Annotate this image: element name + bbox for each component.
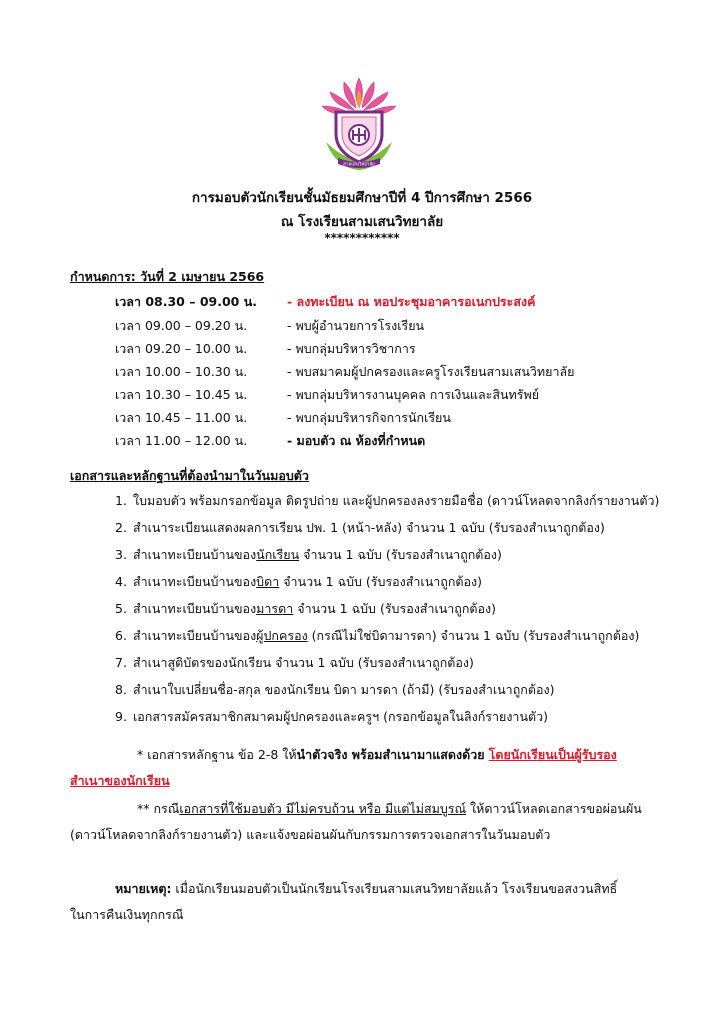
note2-text: ** กรณี bbox=[137, 801, 180, 816]
document-list-item bbox=[115, 572, 482, 592]
schedule-activity: - มอบตัว ณ ห้องที่กำหนด bbox=[287, 433, 426, 448]
schedule-time: เวลา 11.00 – 12.00 น. bbox=[115, 433, 248, 448]
list-item-text: เอกสารสมัครสมาชิกสมาคมผู้ปกครองและครูฯ (กรอกข้อมูลในลิงก์รายงานตัว) bbox=[133, 709, 549, 724]
schedule-time: เวลา 10.30 – 10.45 น. bbox=[115, 387, 248, 402]
list-item-number: 3. bbox=[115, 547, 127, 562]
list-item-text: สำเนาสูติบัตรของนักเรียน จำนวน 1 ฉบับ (รับรองสำเนาถูกต้อง) bbox=[133, 655, 474, 670]
schedule-activity: - พบกลุ่มบริหารงานบุคคล การเงินและสินทรัพย์ bbox=[287, 387, 540, 402]
note2-underlined-text: เอกสารที่ใช้มอบตัว มีไม่ครบถ้วน หรือ มีแต่ไม่สมบูรณ์ bbox=[179, 801, 467, 816]
school-emblem-logo bbox=[316, 72, 402, 172]
schedule-activity: - ลงทะเบียน ณ หอประชุมอาคารอเนกประสงค์ bbox=[287, 294, 536, 309]
note1-red-text: โดยนักเรียนเป็นผู้รับรอง bbox=[488, 747, 617, 762]
schedule-time: เวลา 09.00 – 09.20 น. bbox=[115, 318, 248, 333]
schedule-activity: - พบกลุ่มบริหารวิชาการ bbox=[287, 341, 416, 356]
document-list-item bbox=[115, 707, 548, 727]
title-separator: ************ bbox=[324, 231, 400, 245]
list-item-underlined-text: ผู้ปกครอง bbox=[256, 628, 308, 643]
document-list-item bbox=[115, 653, 474, 673]
note-original-documents bbox=[137, 745, 617, 765]
schedule-activity: - พบผู้อำนวยการโรงเรียน bbox=[287, 318, 425, 333]
schedule-heading: กำหนดการ: วันที่ 2 เมษายน 2566 bbox=[70, 269, 265, 284]
list-item-number: 5. bbox=[115, 601, 127, 616]
document-list-item bbox=[115, 626, 639, 646]
list-item-text: สำเนาทะเบียนบ้านของ bbox=[133, 601, 257, 616]
list-item-number: 4. bbox=[115, 574, 127, 589]
list-item-text: สำเนาทะเบียนบ้านของ bbox=[133, 628, 257, 643]
list-item-number: 9. bbox=[115, 709, 127, 724]
list-item-text: สำเนาระเบียนแสดงผลการเรียน ปพ. 1 (หน้า-หลัง) จำนวน 1 ฉบับ (รับรองสำเนาถูกต้อง) bbox=[133, 520, 605, 535]
note1-text: * เอกสารหลักฐาน ข้อ 2-8 ให้ bbox=[137, 747, 297, 762]
documents-heading: เอกสารและหลักฐานที่ต้องนำมาในวันมอบตัว bbox=[70, 468, 309, 483]
list-item-number: 2. bbox=[115, 520, 127, 535]
list-item-text-cont: จำนวน 1 ฉบับ (รับรองสำเนาถูกต้อง) bbox=[293, 601, 497, 616]
document-list-item bbox=[115, 518, 605, 538]
note-incomplete-documents bbox=[137, 799, 642, 819]
list-item-number: 8. bbox=[115, 682, 127, 697]
list-item-text: ใบมอบตัว พร้อมกรอกข้อมูล ติดรูปถ่าย และผู้ปกครองลงรายมือชื่อ (ดาวน์โหลดจากลิงก์รายงานตัว) bbox=[133, 493, 660, 508]
list-item-number: 7. bbox=[115, 655, 127, 670]
note2-line2: (ดาวน์โหลดจากลิงก์รายงานตัว) และแจ้งขอผ่อนผันกับกรรมการตรวจเอกสารในวันมอบตัว bbox=[70, 827, 551, 842]
list-item-underlined-text: นักเรียน bbox=[256, 547, 300, 562]
document-title-line2: ณ โรงเรียนสามเสนวิทยาลัย bbox=[280, 214, 444, 230]
list-item-number: 1. bbox=[115, 493, 127, 508]
document-list-item bbox=[115, 599, 496, 619]
schedule-time: เวลา 10.45 – 11.00 น. bbox=[115, 410, 248, 425]
document-list-item bbox=[115, 491, 659, 511]
logo-caption: สามเสนวิทยาลัย bbox=[343, 162, 375, 168]
note1-red-line2: สำเนาของนักเรียน bbox=[70, 773, 170, 788]
document-title-line1: การมอบตัวนักเรียนชั้นมัธยมศึกษาปีที่ 4 ปีการศึกษา 2566 bbox=[191, 190, 533, 206]
list-item-text: สำเนาใบเปลี่ยนชื่อ-สกุล ของนักเรียน บิดา มารดา (ถ้ามี) (รับรองสำเนาถูกต้อง) bbox=[133, 682, 555, 697]
list-item-text-cont: จำนวน 1 ฉบับ (รับรองสำเนาถูกต้อง) bbox=[299, 547, 502, 562]
schedule-time: เวลา 09.20 – 10.00 น. bbox=[115, 341, 248, 356]
list-item-text: สำเนาทะเบียนบ้านของ bbox=[133, 547, 257, 562]
remark bbox=[115, 879, 617, 899]
remark-label: หมายเหตุ: bbox=[115, 881, 172, 896]
document-list-item bbox=[115, 545, 502, 565]
list-item-underlined-text: มารดา bbox=[256, 601, 294, 616]
remark-text: เมื่อนักเรียนมอบตัวเป็นนักเรียนโรงเรียนสามเสนวิทยาลัยแล้ว โรงเรียนขอสงวนสิทธิ์ bbox=[171, 881, 618, 896]
note2-text-cont: ให้ดาวน์โหลดเอกสารขอผ่อนผัน bbox=[466, 801, 642, 816]
document-list-item bbox=[115, 680, 554, 700]
list-item-underlined-text: บิดา bbox=[256, 574, 280, 589]
list-item-text-cont: จำนวน 1 ฉบับ (รับรองสำเนาถูกต้อง) bbox=[279, 574, 483, 589]
schedule-time: เวลา 08.30 – 09.00 น. bbox=[115, 294, 257, 309]
note1-bold-text: นำตัวจริง พร้อมสำเนามาแสดงด้วย bbox=[296, 747, 485, 762]
schedule-activity: - พบสมาคมผู้ปกครองและครูโรงเรียนสามเสนวิทยาลัย bbox=[287, 364, 575, 379]
list-item-text-cont: (กรณีไม่ใช่บิดามารดา) จำนวน 1 ฉบับ (รับรองสำเนาถูกต้อง) bbox=[307, 628, 640, 643]
list-item-text: สำเนาทะเบียนบ้านของ bbox=[133, 574, 257, 589]
schedule-activity: - พบกลุ่มบริหารกิจการนักเรียน bbox=[287, 410, 451, 425]
remark-line2: ในการคืนเงินทุกกรณี bbox=[70, 907, 184, 922]
list-item-number: 6. bbox=[115, 628, 127, 643]
schedule-time: เวลา 10.00 – 10.30 น. bbox=[115, 364, 248, 379]
